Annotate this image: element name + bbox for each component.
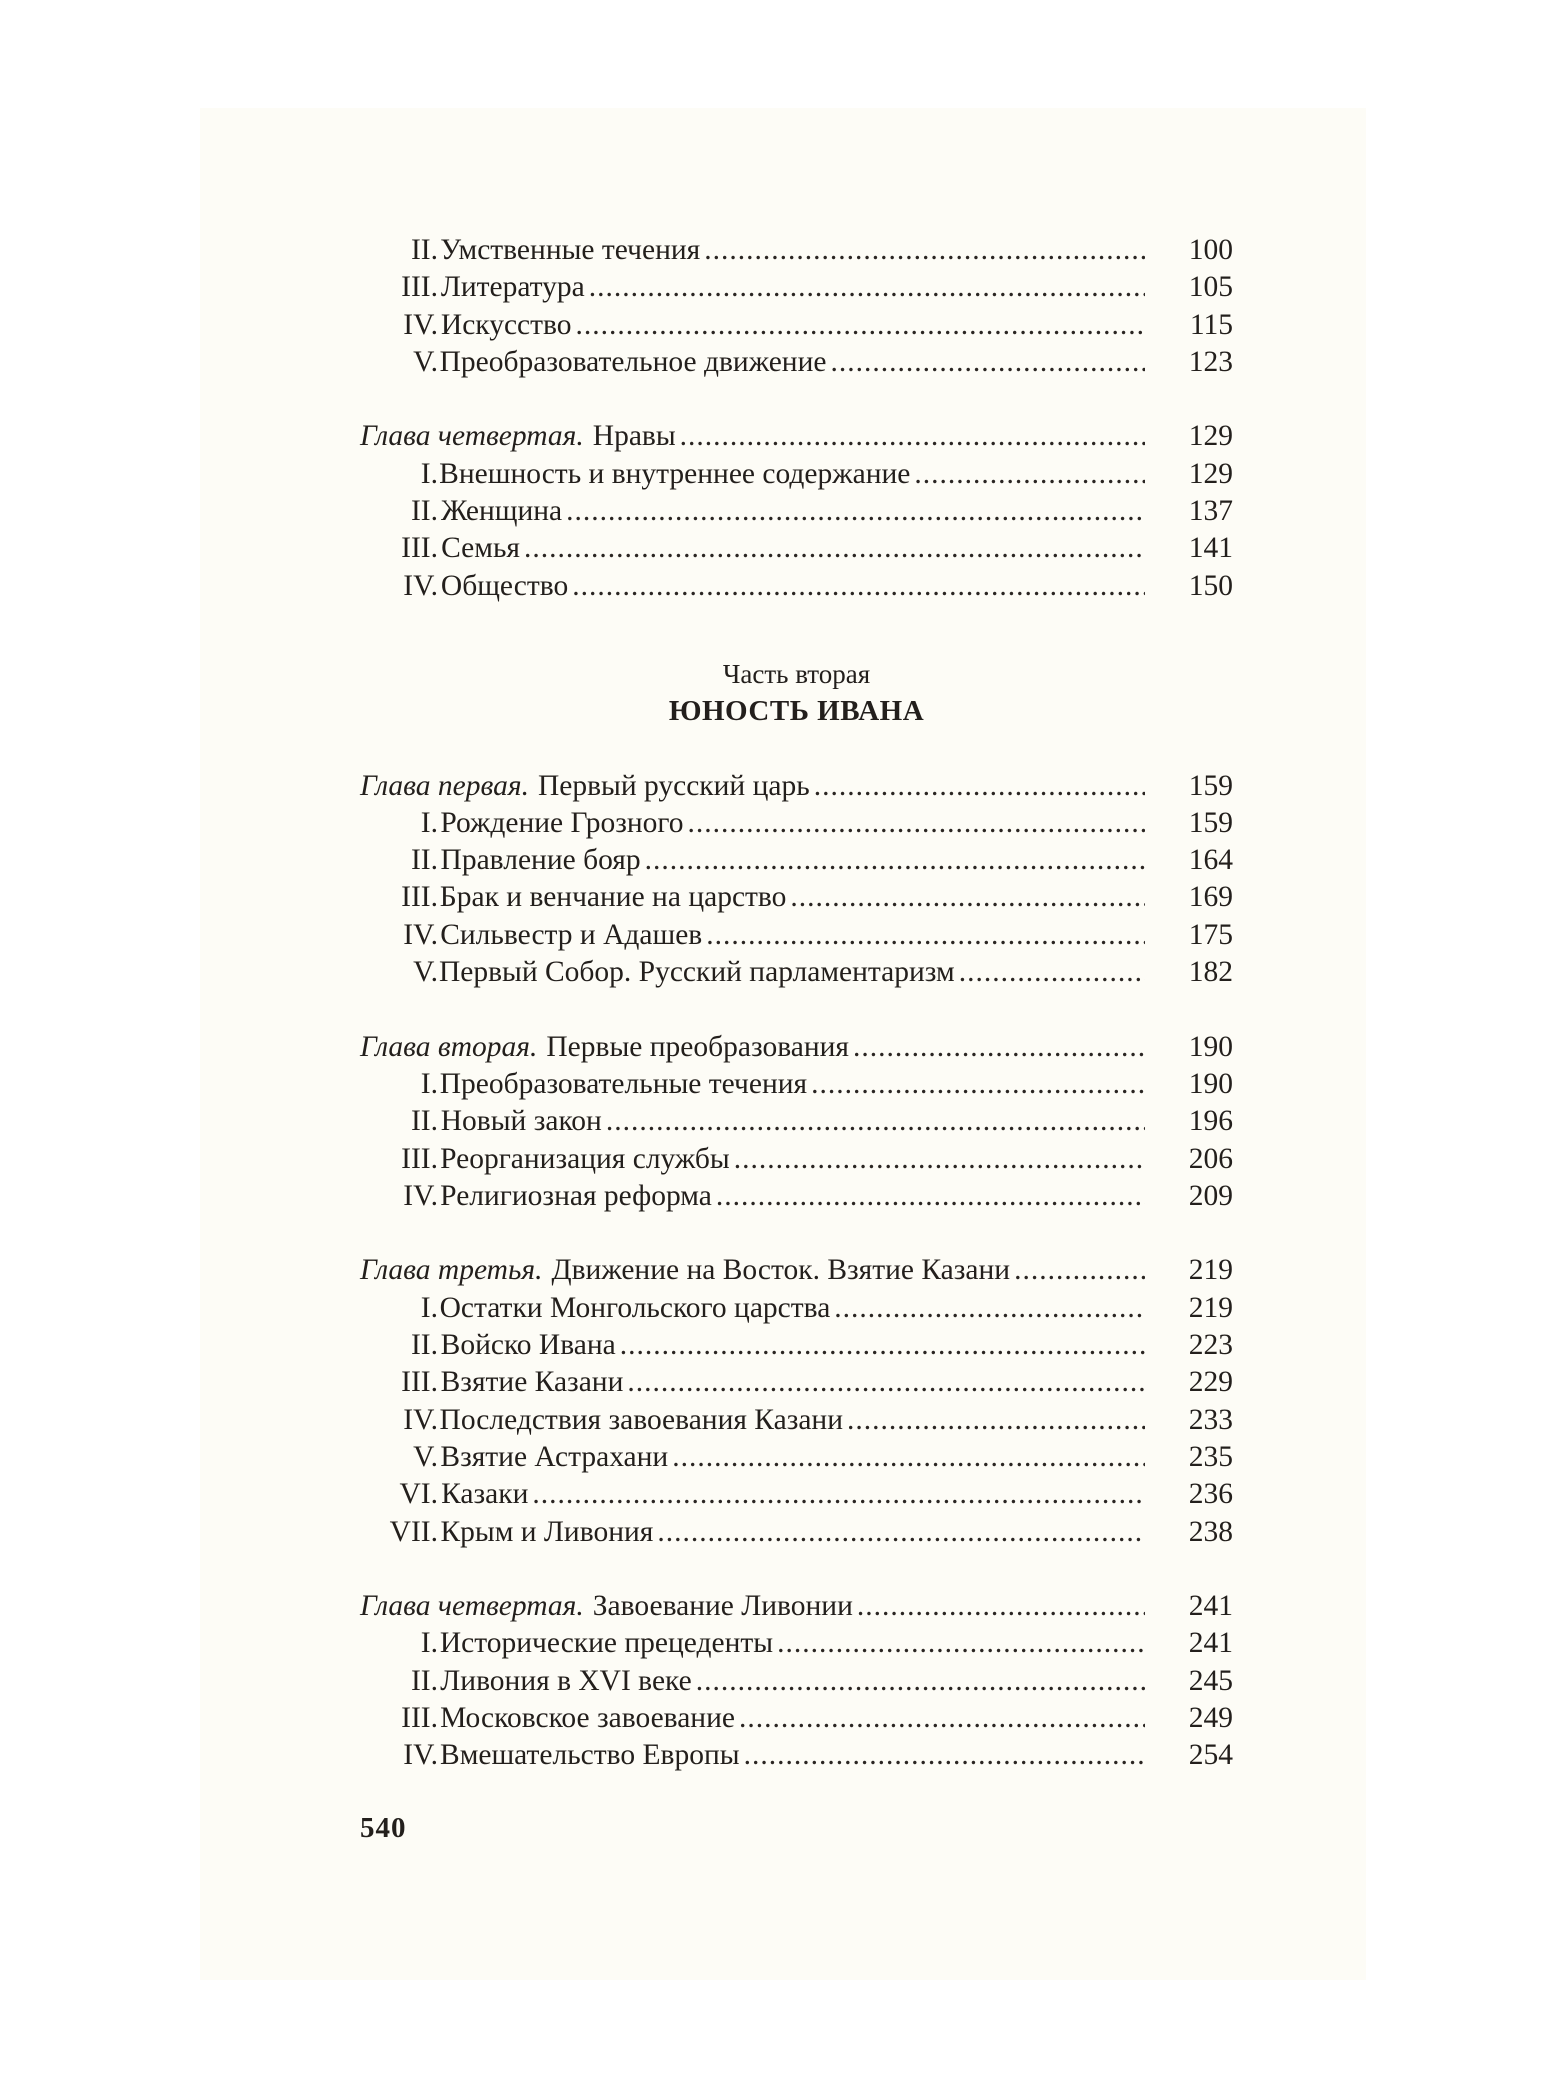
entry-number: I. xyxy=(420,1067,438,1100)
entry-number: IV. xyxy=(403,1179,438,1212)
page-reference: 238 xyxy=(1188,1515,1233,1548)
toc-chapter-entry xyxy=(360,1252,1233,1289)
dot-leader xyxy=(606,1103,1145,1140)
entry-number: II. xyxy=(410,844,438,877)
entry-number: III. xyxy=(401,271,438,304)
entry-number: V. xyxy=(413,956,438,989)
entry-title: Казаки xyxy=(441,1478,529,1511)
page-reference: 175 xyxy=(1188,918,1233,951)
toc-entry xyxy=(360,1141,1233,1178)
toc-entry xyxy=(360,1402,1233,1439)
entry-number: IV. xyxy=(403,918,438,951)
toc-entry xyxy=(360,805,1233,842)
entry-title: Сильвестр и Адашев xyxy=(440,918,703,951)
page-reference: 123 xyxy=(1188,345,1233,378)
entry-title: Московское завоевание xyxy=(440,1701,735,1734)
entry-title: Общество xyxy=(440,569,569,602)
page-reference: 129 xyxy=(1188,420,1233,453)
dot-leader xyxy=(657,1514,1145,1551)
dot-leader xyxy=(811,1066,1145,1103)
entry-number: IV. xyxy=(403,569,438,602)
toc-entry xyxy=(360,232,1233,269)
entry-title: Преобразовательное движение xyxy=(439,345,827,378)
page-reference: 100 xyxy=(1188,234,1233,266)
page-reference: 249 xyxy=(1188,1701,1233,1734)
dot-leader xyxy=(1014,1252,1145,1289)
chapter-label: Глава третья. xyxy=(360,1254,543,1287)
dot-leader xyxy=(830,344,1145,381)
page-reference: 219 xyxy=(1188,1254,1233,1287)
entry-number: VI. xyxy=(399,1478,438,1511)
entry-title: Взятие Астрахани xyxy=(440,1440,669,1473)
toc-part-one-tail xyxy=(360,232,1233,605)
toc-chapter-entry xyxy=(360,768,1233,805)
dot-leader xyxy=(524,530,1145,567)
entry-number: I. xyxy=(420,1291,438,1324)
dot-leader xyxy=(834,1290,1145,1327)
entry-title: Первый Собор. Русский парламентаризм xyxy=(438,956,955,989)
entry-title: Вмешательство Европы xyxy=(440,1739,740,1772)
entry-number: II. xyxy=(410,234,438,266)
page-reference: 241 xyxy=(1188,1627,1233,1660)
entry-title: Религиозная реформа xyxy=(440,1179,712,1212)
toc-entry xyxy=(360,568,1233,605)
entry-number: I. xyxy=(420,1627,438,1660)
dot-leader xyxy=(716,1178,1145,1215)
dot-leader xyxy=(853,1029,1145,1066)
toc-entry xyxy=(360,1737,1233,1774)
entry-number: IV. xyxy=(403,1403,438,1436)
entry-title: Взятие Казани xyxy=(440,1366,624,1399)
dot-leader xyxy=(706,917,1145,954)
dot-leader xyxy=(704,232,1145,269)
dot-leader xyxy=(566,493,1145,530)
entry-number: V. xyxy=(413,1440,438,1473)
table-of-contents xyxy=(360,232,1233,1775)
toc-entry xyxy=(360,1290,1233,1327)
toc-entry xyxy=(360,879,1233,916)
toc-part-two xyxy=(360,730,1233,1774)
toc-chapter-entry xyxy=(360,1029,1233,1066)
chapter-label: Глава четвертая. xyxy=(360,420,584,453)
entry-number: IV. xyxy=(403,308,438,341)
entry-number: I. xyxy=(420,457,438,490)
page-reference: 190 xyxy=(1188,1067,1233,1100)
toc-entry xyxy=(360,1514,1233,1551)
toc-entry xyxy=(360,1476,1233,1513)
toc-entry xyxy=(360,1066,1233,1103)
entry-number: II. xyxy=(410,1105,438,1138)
page-reference: 196 xyxy=(1188,1105,1233,1138)
dot-leader xyxy=(744,1737,1145,1774)
toc-entry xyxy=(360,456,1233,493)
dot-leader xyxy=(847,1402,1145,1439)
chapter-title: Движение на Восток. Взятие Казани xyxy=(551,1254,1011,1287)
entry-number: II. xyxy=(410,495,438,528)
chapter-title: Первый русский царь xyxy=(537,769,810,802)
dot-leader xyxy=(672,1439,1145,1476)
entry-title: Рождение Грозного xyxy=(440,806,684,839)
page-reference: 233 xyxy=(1188,1403,1233,1436)
dot-leader xyxy=(688,805,1145,842)
toc-entry xyxy=(360,954,1233,991)
chapter-label: Глава первая. xyxy=(360,769,529,802)
chapter-title: Первые преобразования xyxy=(546,1030,849,1063)
page-reference: 209 xyxy=(1188,1179,1233,1212)
chapter-label: Глава вторая. xyxy=(360,1030,538,1063)
entry-title: Ливония в XVI веке xyxy=(440,1664,692,1697)
entry-title: Умственные течения xyxy=(440,234,701,266)
page-reference: 206 xyxy=(1188,1142,1233,1175)
dot-leader xyxy=(620,1327,1145,1364)
chapter-label: Глава четвертая. xyxy=(360,1590,584,1623)
entry-number: III. xyxy=(401,1142,438,1175)
dot-leader xyxy=(645,842,1145,879)
entry-title: Исторические прецеденты xyxy=(439,1627,774,1660)
toc-entry xyxy=(360,1327,1233,1364)
entry-number: III. xyxy=(401,1701,438,1734)
page-reference: 159 xyxy=(1188,769,1233,802)
entry-title: Женщина xyxy=(440,495,563,528)
dot-leader xyxy=(589,269,1145,306)
page-reference: 159 xyxy=(1188,806,1233,839)
entry-title: Остатки Монгольского царства xyxy=(439,1291,831,1324)
toc-entry xyxy=(360,1439,1233,1476)
page-reference: 241 xyxy=(1188,1590,1233,1623)
dot-leader xyxy=(532,1476,1145,1513)
toc-chapter-entry xyxy=(360,1588,1233,1625)
page-reference: 245 xyxy=(1188,1664,1233,1697)
dot-leader xyxy=(914,456,1145,493)
dot-leader xyxy=(734,1141,1145,1178)
dot-leader xyxy=(696,1663,1145,1700)
toc-entry xyxy=(360,1625,1233,1662)
dot-leader xyxy=(814,768,1145,805)
page-reference: 115 xyxy=(1189,308,1233,341)
entry-title: Семья xyxy=(441,532,520,565)
entry-number: V. xyxy=(413,345,438,378)
entry-title: Искусство xyxy=(440,308,572,341)
part-title: ЮНОСТЬ ИВАНА xyxy=(668,695,925,728)
entry-title: Реорганизация службы xyxy=(440,1142,730,1175)
toc-entry xyxy=(360,1700,1233,1737)
entry-title: Новый закон xyxy=(440,1105,602,1138)
entry-title: Правление бояр xyxy=(440,844,641,877)
entry-number: III. xyxy=(401,532,438,565)
toc-entry xyxy=(360,493,1233,530)
toc-entry xyxy=(360,1663,1233,1700)
page-reference: 229 xyxy=(1188,1366,1233,1399)
page-reference: 150 xyxy=(1188,569,1233,602)
page-reference: 236 xyxy=(1188,1478,1233,1511)
part-subtitle: Часть вторая xyxy=(722,659,871,690)
toc-chapter-entry xyxy=(360,418,1233,455)
page-reference: 129 xyxy=(1188,457,1233,490)
toc-entry xyxy=(360,269,1233,306)
dot-leader xyxy=(777,1625,1145,1662)
part-heading xyxy=(360,605,1233,730)
toc-entry xyxy=(360,1364,1233,1401)
toc-entry xyxy=(360,842,1233,879)
toc-entry xyxy=(360,344,1233,381)
chapter-title: Нравы xyxy=(592,420,676,453)
toc-entry xyxy=(360,1103,1233,1140)
entry-title: Брак и венчание на царство xyxy=(439,881,787,914)
entry-title: Крым и Ливония xyxy=(440,1515,654,1548)
page-reference: 223 xyxy=(1188,1329,1233,1362)
toc-entry xyxy=(360,1178,1233,1215)
dot-leader xyxy=(739,1700,1145,1737)
page-reference: 182 xyxy=(1188,956,1233,989)
page-number: 540 xyxy=(360,1812,407,1844)
entry-title: Внешность и внутреннее содержание xyxy=(439,457,911,490)
dot-leader xyxy=(627,1364,1145,1401)
page-reference: 169 xyxy=(1188,881,1233,914)
dot-leader xyxy=(572,568,1145,605)
entry-title: Войско Ивана xyxy=(440,1329,616,1362)
entry-title: Преобразовательные течения xyxy=(439,1067,808,1100)
entry-number: III. xyxy=(401,881,438,914)
entry-number: II. xyxy=(410,1329,438,1362)
page-reference: 164 xyxy=(1188,844,1233,877)
chapter-title: Завоевание Ливонии xyxy=(592,1590,853,1623)
entry-title: Последствия завоевания Казани xyxy=(439,1403,844,1436)
page-reference: 219 xyxy=(1188,1291,1233,1324)
page-reference: 141 xyxy=(1188,532,1233,565)
page-reference: 254 xyxy=(1188,1739,1233,1772)
dot-leader xyxy=(576,307,1145,344)
page-reference: 105 xyxy=(1188,271,1233,304)
page-reference: 235 xyxy=(1188,1440,1233,1473)
entry-number: IV. xyxy=(403,1739,438,1772)
dot-leader xyxy=(959,954,1145,991)
entry-title: Литература xyxy=(440,271,585,304)
entry-number: II. xyxy=(410,1664,438,1697)
dot-leader xyxy=(790,879,1145,916)
dot-leader xyxy=(857,1588,1145,1625)
toc-entry xyxy=(360,917,1233,954)
entry-number: I. xyxy=(420,806,438,839)
toc-entry xyxy=(360,530,1233,567)
entry-number: III. xyxy=(401,1366,438,1399)
page-reference: 190 xyxy=(1188,1030,1233,1063)
page-reference: 137 xyxy=(1188,495,1233,528)
toc-entry xyxy=(360,307,1233,344)
dot-leader xyxy=(680,418,1145,455)
entry-number: VII. xyxy=(389,1515,438,1548)
